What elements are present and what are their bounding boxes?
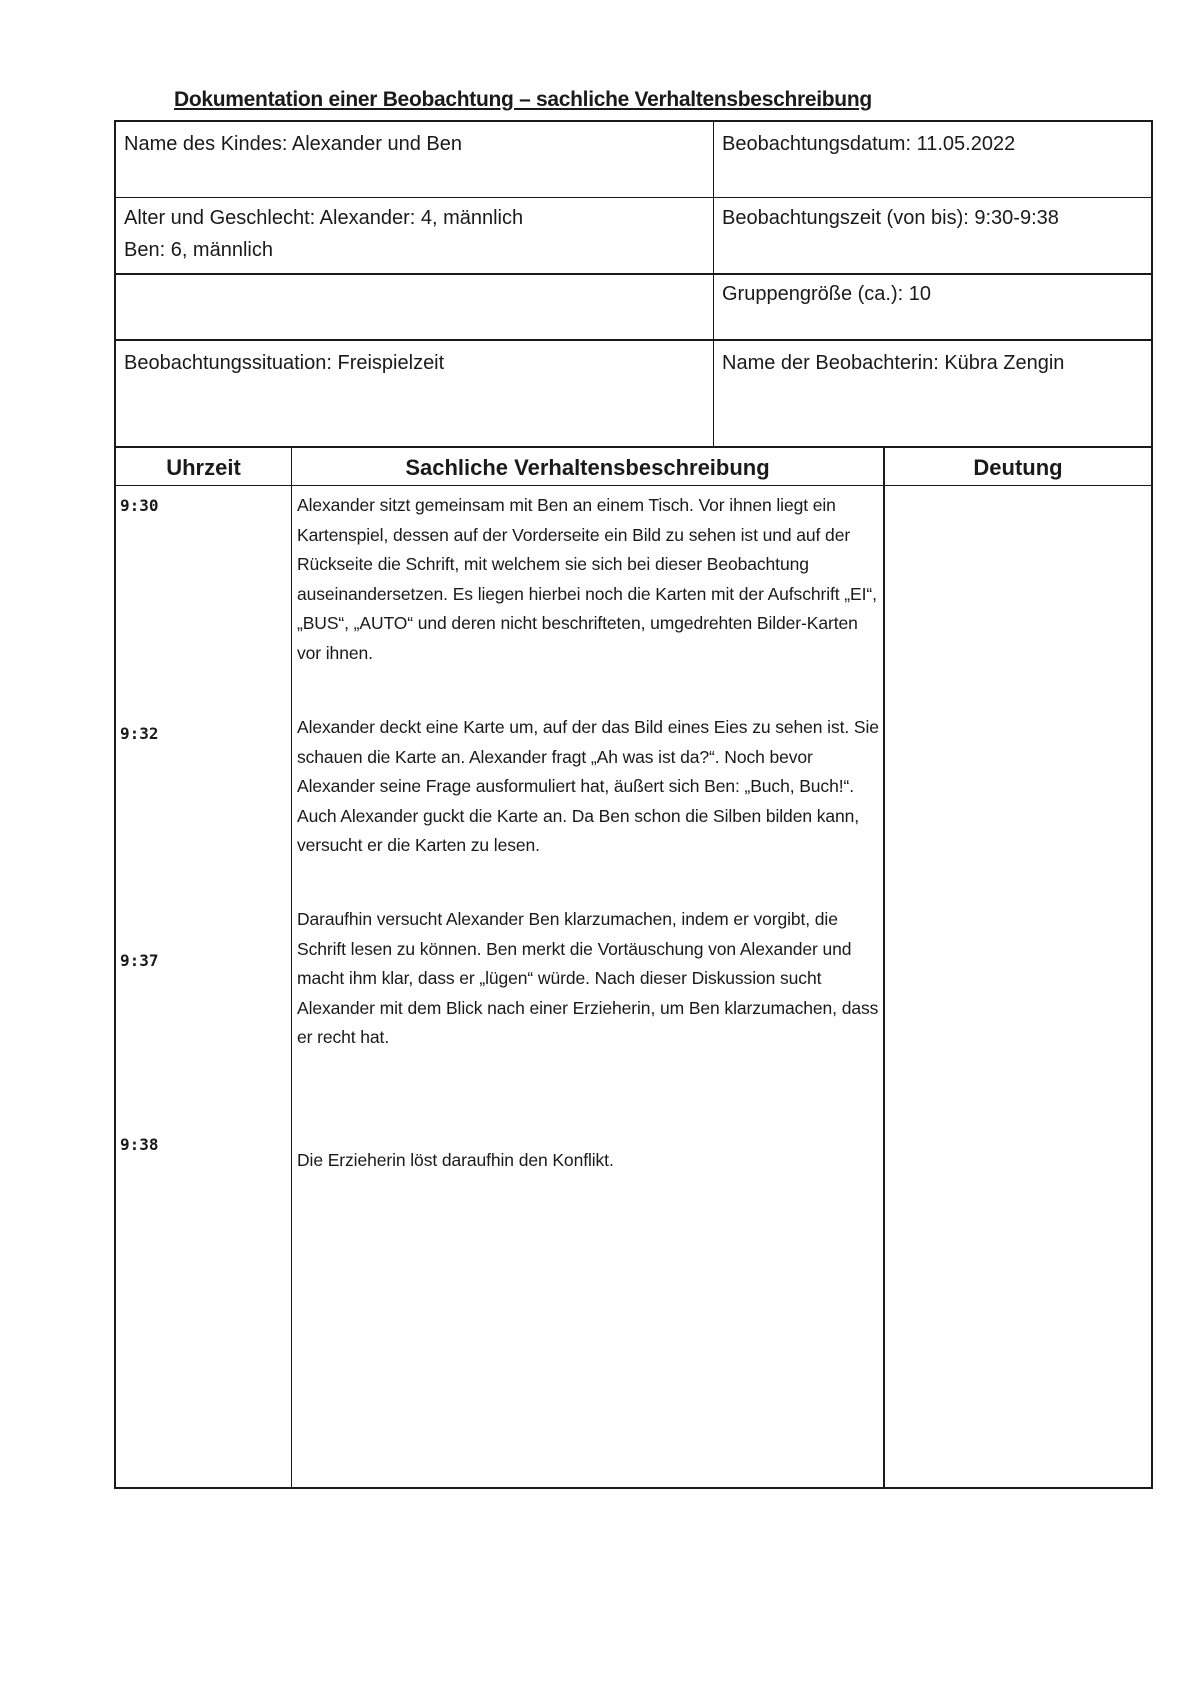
row-divider-2 [114,273,1153,275]
observation-date: Beobachtungsdatum: 11.05.2022 [722,133,1016,155]
child-name: Name des Kindes: Alexander und Ben [124,133,462,155]
age-gender-line-1: Alter und Geschlecht: Alexander: 4, männlich [124,207,524,229]
description-paragraph: Die Erzieherin löst daraufhin den Konflikt. [297,1150,614,1170]
age-gender-line-2: Ben: 6, männlich [124,239,273,261]
observation-time: Beobachtungszeit (von bis): 9:30-9:38 [722,207,1059,229]
outer-border-left [114,120,116,1489]
observer-name-cell [714,341,1151,448]
empty-cell [116,275,714,341]
header-interpretation: Deutung [973,455,1063,480]
time-column-divider [291,446,292,1489]
description-paragraph: Daraufhin versucht Alexander Ben klarzumachen, indem er vorgibt, die Schrift lesen zu können. Ben merkt die Vortäuschung von Alexander und macht ihm klar, dass er „lügen“ würde. Nach dieser Diskussion sucht Alexander mit dem Blick nach einer Erzieherin, um Ben klarzumachen, dass er recht hat. [297,909,879,1048]
info-column-divider [713,120,714,448]
header-time: Uhrzeit [166,455,241,480]
interpretation-cell [885,486,1151,1487]
child-name-cell [116,122,714,199]
document-title: Dokumentation einer Beobachtung – sachliche Verhaltensbeschreibung [174,88,872,111]
age-gender-cell [116,199,714,275]
row-divider-3 [114,339,1153,341]
group-size: Gruppengröße (ca.): 10 [722,283,931,305]
observation-situation-cell [116,341,714,448]
description-paragraph: Alexander sitzt gemeinsam mit Ben an einem Tisch. Vor ihnen liegt ein Kartenspiel, dessen auf der Vorderseite ein Bild zu sehen ist und auf der Rückseite die Schrift, mit welchem sie sich bei dieser Beobachtung auseinandersetzen. Es liegen hierbei noch die Karten mit der Aufschrift „EI“, „BUS“, „AUTO“ und deren nicht beschrifteten, umgedrehten Bilder-Karten vor ihnen. [297,495,877,663]
observation-situation: Beobachtungssituation: Freispielzeit [124,352,445,374]
observation-date-cell [714,122,1151,199]
outer-border-right [1151,120,1153,1489]
group-size-cell [714,275,1151,341]
observer-name: Name der Beobachterin: Kübra Zengin [722,352,1065,374]
time-entry: 9:32 [120,724,159,743]
time-entry: 9:38 [120,1135,159,1154]
outer-border-top [114,120,1153,122]
description-paragraph: Alexander deckt eine Karte um, auf der das Bild eines Eies zu sehen ist. Sie schauen die Karte an. Alexander fragt „Ah was ist da?“. Noch bevor Alexander seine Frage ausformuliert hat, äußert sich Ben: „Buch, Buch!“. Auch Alexander guckt die Karte an. Da Ben schon die Silben bilden kann, versucht er die Karten zu lesen. [297,717,879,856]
observation-time-cell [714,199,1151,275]
row-divider-1 [114,197,1153,198]
header-description: Sachliche Verhaltensbeschreibung [405,455,770,480]
outer-border-bottom [114,1487,1153,1489]
time-entry: 9:37 [120,951,159,970]
time-entry: 9:30 [120,496,159,515]
